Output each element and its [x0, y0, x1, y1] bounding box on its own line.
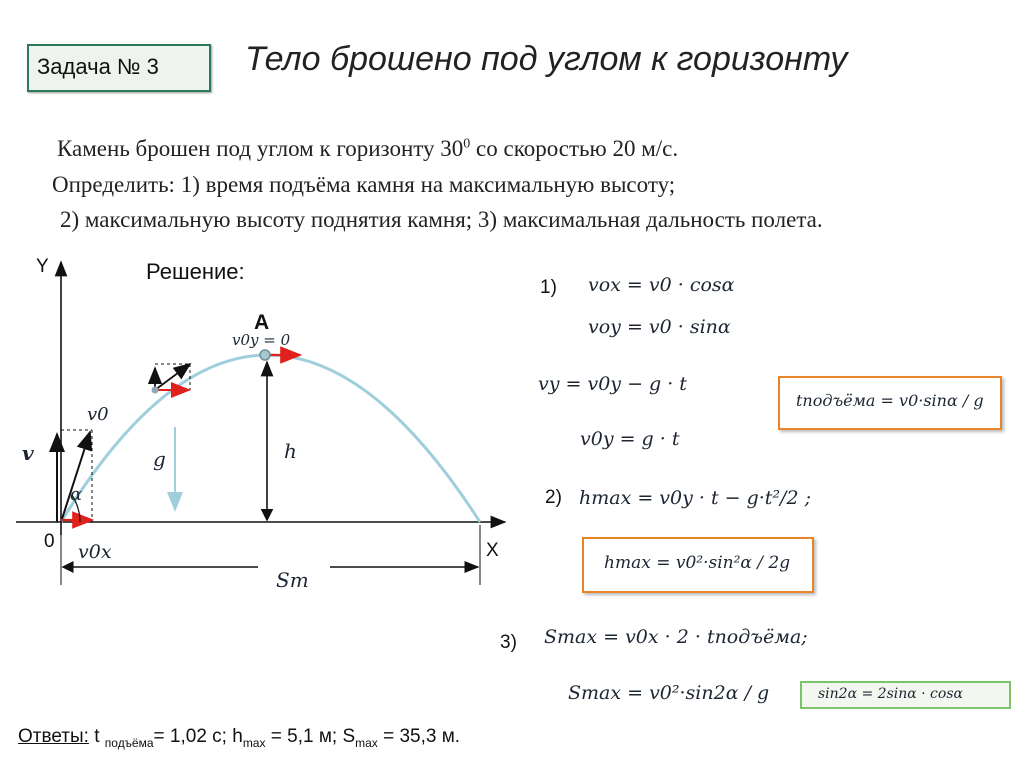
equation-v0y: v0y = g · t	[580, 428, 680, 450]
equation-vox: vox = v0 · cosα	[588, 274, 735, 296]
gravity-label: g	[153, 447, 166, 471]
x-axis-label: X	[486, 540, 499, 561]
alpha-label: α	[70, 484, 83, 505]
v0-label: v0	[87, 404, 109, 425]
condition-line-3: 2) максимальную высоту поднятия камня; 3) максимальная дальность полета.	[60, 207, 823, 232]
v0y-zero-label: v0y = 0	[232, 331, 291, 349]
answers-label: Ответы:	[18, 726, 89, 747]
equation-smax-2: Smax = v0²·sin2α / g	[568, 682, 770, 704]
equation-hmax: hmax = v0y · t − g·t²/2 ;	[579, 487, 811, 509]
identity-formula: sin2α = 2sinα · cosα	[818, 686, 963, 702]
slide-title: Тело брошено под углом к горизонту	[245, 40, 848, 78]
answers-line: Ответы: t $_{подъёма}$= 1,02 с; $h_{max} = 5,1$ м; $S_{max} = 35,3$ м.	[18, 726, 461, 750]
point-a-marker	[260, 350, 270, 360]
step-3-number: 3)	[500, 632, 517, 653]
equation-vy: vy = v0y − g · t	[538, 373, 687, 395]
task-number: Задача № 3	[37, 54, 159, 79]
y-axis-label: Y	[36, 256, 49, 277]
equation-voy: voy = v0 · sinα	[588, 316, 731, 338]
point-a-label: A	[254, 311, 270, 334]
step-2-number: 2)	[545, 487, 562, 508]
v0-vector	[61, 432, 90, 522]
step-1-number: 1)	[540, 277, 557, 298]
equation-smax-1: Smax = v0x · 2 · tподъёма;	[544, 626, 808, 648]
h-max-formula: hmax = v0²·sin²α / 2g	[604, 553, 791, 573]
trajectory-curve	[61, 355, 480, 522]
t-rise-formula: tподъёма = v0·sinα / g	[796, 391, 984, 410]
condition-line-1: Камень брошен под углом к горизонту $30^0$ со скоростью 20 м/с.	[57, 136, 679, 161]
height-label: h	[284, 439, 297, 463]
origin-label: 0	[44, 531, 55, 552]
v-left-label: v	[22, 441, 34, 465]
solution-label: Решение:	[146, 259, 245, 284]
range-label: Sm	[276, 568, 309, 592]
condition-line-2: Определить: 1) время подъёма камня на максимальную высоту;	[52, 172, 676, 197]
v0x-label: v0x	[78, 541, 112, 563]
